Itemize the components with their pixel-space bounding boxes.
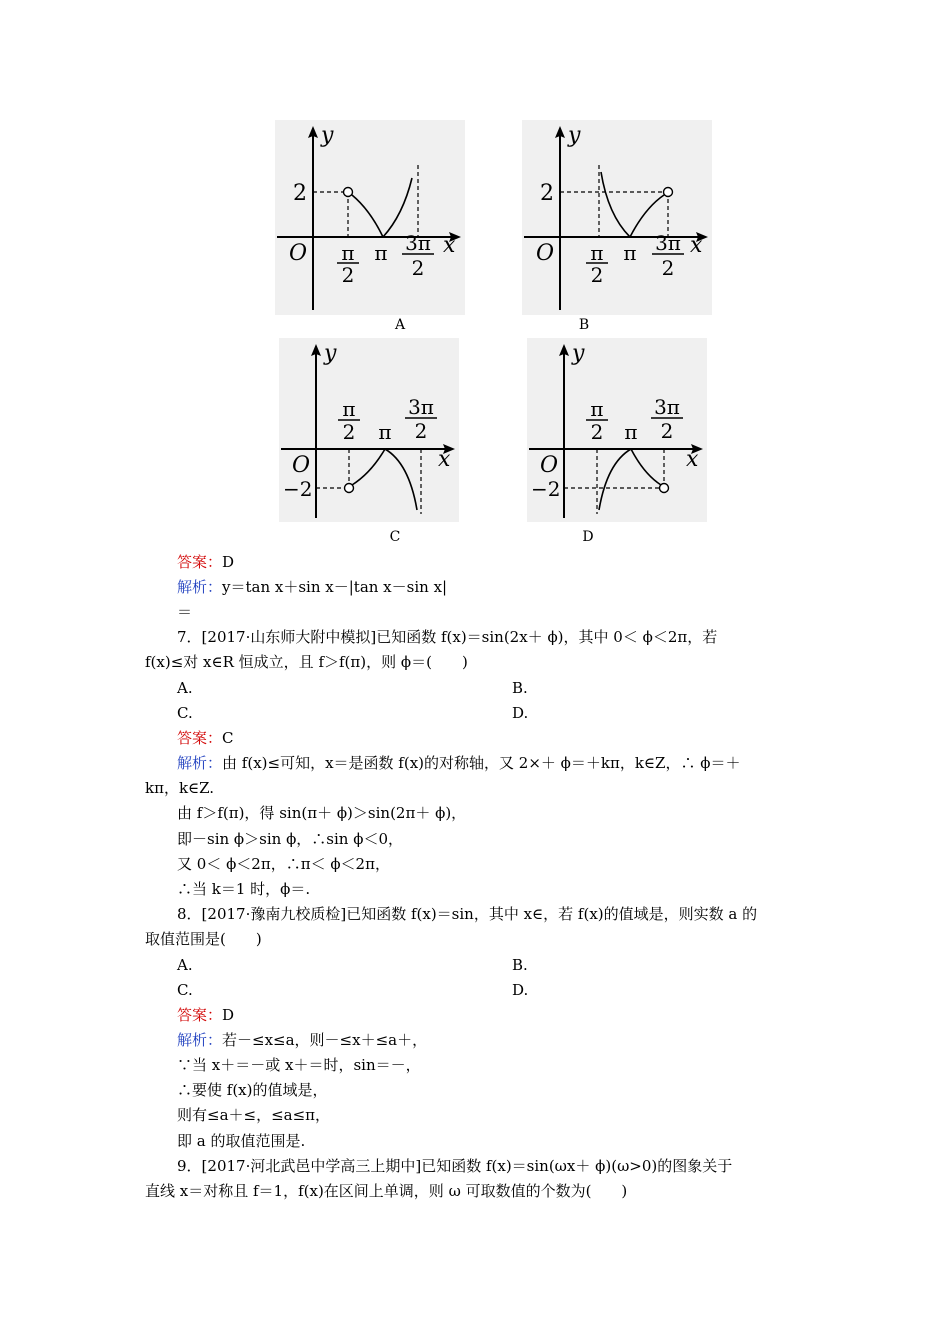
- y-tick-label: −2: [283, 477, 313, 501]
- q8-option-a: A.: [177, 956, 193, 974]
- plot-background: [522, 120, 712, 315]
- graph-c-plot: [279, 338, 459, 522]
- y-tick-label: 2: [293, 181, 307, 206]
- x-tick-denominator: 2: [342, 420, 356, 444]
- open-point: [344, 188, 353, 197]
- x-tick-numerator: 3π: [654, 395, 680, 419]
- analysis-label: 解析：: [177, 578, 223, 596]
- q7-analysis-4: 即－sin ϕ＞sin ϕ，∴sin ϕ＜0，: [177, 830, 403, 848]
- answer-label: 答案：: [177, 729, 223, 747]
- graph-b-caption: B: [578, 317, 590, 333]
- graph-d: [527, 338, 707, 522]
- analysis-label: 解析：: [177, 1031, 223, 1049]
- graph-d-plot: [527, 338, 707, 522]
- x-tick-denominator: 2: [414, 419, 428, 443]
- analysis-text: y＝tan x＋sin x－|tan x－sin x|: [222, 578, 448, 596]
- answer-value: D: [222, 553, 235, 571]
- graph-b-plot: [522, 120, 712, 315]
- open-point: [664, 188, 673, 197]
- q7-analysis-2: kπ，k∈Z.: [145, 779, 215, 797]
- open-point: [345, 484, 354, 493]
- graph-c: [279, 338, 459, 522]
- origin-label: O: [536, 241, 555, 266]
- q7-stem-line-1: 7．[2017·山东师大附中模拟]已知函数 f(x)＝sin(2x＋ ϕ)，其中 0＜ ϕ＜2π，若: [177, 628, 718, 646]
- q7-option-a: A.: [177, 679, 193, 697]
- q7-analysis-5: 又 0＜ ϕ＜2π，∴π＜ ϕ＜2π，: [177, 855, 390, 873]
- q8-answer: [177, 1005, 234, 1025]
- q8-analysis-2: ∵当 x＋＝－或 x＋＝时，sin＝－，: [177, 1056, 421, 1074]
- x-tick-numerator: 3π: [405, 231, 431, 255]
- x-tick-denominator: 2: [590, 263, 604, 287]
- answer-label: 答案：: [177, 1006, 223, 1024]
- origin-label: O: [292, 453, 311, 478]
- q6-answer: [177, 552, 234, 572]
- x-tick-numerator: π: [341, 241, 355, 265]
- origin-label: O: [289, 241, 308, 266]
- plot-background: [275, 120, 465, 315]
- q8-option-c: C.: [177, 981, 193, 999]
- x-tick-label: π: [378, 420, 392, 444]
- origin-label: O: [540, 453, 559, 478]
- q7-answer: [177, 728, 234, 748]
- q6-analysis-cont: ＝: [177, 603, 193, 621]
- x-tick-numerator: 3π: [655, 231, 681, 255]
- q7-option-b: B.: [512, 679, 528, 697]
- q9-stem-line-1: 9．[2017·河北武邑中学高三上期中]已知函数 f(x)＝sin(ωx＋ ϕ)(ω>0)的图象关于: [177, 1157, 733, 1175]
- analysis-text: 若－≤x≤a，则－≤x＋≤a＋，: [222, 1031, 428, 1049]
- q7-analysis-6: ∴当 k＝1 时，ϕ＝.: [177, 880, 311, 898]
- x-axis-label: x: [438, 447, 451, 472]
- graph-c-caption: C: [389, 529, 401, 545]
- q7-option-d: D.: [512, 704, 529, 722]
- q7-analysis-3: 由 f＞f(π)，得 sin(π＋ ϕ)＞sin(2π＋ ϕ)，: [177, 804, 467, 822]
- y-tick-label: 2: [540, 181, 554, 206]
- analysis-text: 由 f(x)≤可知，x＝是函数 f(x)的对称轴，又 2×＋ ϕ＝＋kπ，k∈Z，∴ ϕ＝＋: [222, 754, 741, 772]
- x-tick-label: π: [374, 241, 388, 265]
- answer-value: D: [222, 1006, 235, 1024]
- x-axis-label: x: [686, 447, 699, 472]
- open-point: [660, 484, 669, 493]
- q8-analysis-4: 则有≤a＋≤，≤a≤π，: [177, 1106, 331, 1124]
- q7-option-c: C.: [177, 704, 193, 722]
- x-axis-label: x: [443, 233, 456, 258]
- q8-stem-line-2: 取值范围是( ): [145, 930, 262, 948]
- q6-analysis: [177, 577, 447, 597]
- x-tick-denominator: 2: [341, 263, 355, 287]
- answer-value: C: [222, 729, 234, 747]
- answer-label: 答案：: [177, 553, 223, 571]
- x-tick-denominator: 2: [660, 419, 674, 443]
- q8-analysis-5: 即 a 的取值范围是.: [177, 1132, 306, 1150]
- q8-stem-line-1: 8．[2017·豫南九校质检]已知函数 f(x)＝sin，其中 x∈，若 f(x)的值域是，则实数 a 的: [177, 905, 758, 923]
- q8-option-d: D.: [512, 981, 529, 999]
- x-tick-denominator: 2: [590, 420, 604, 444]
- q7-analysis-1: [177, 753, 740, 773]
- q8-analysis-3: ∴要使 f(x)的值域是，: [177, 1081, 328, 1099]
- y-tick-label: −2: [531, 477, 561, 501]
- graph-d-caption: D: [582, 529, 594, 545]
- x-tick-denominator: 2: [661, 256, 675, 280]
- graph-a-caption: A: [394, 317, 406, 333]
- x-tick-label: π: [624, 420, 638, 444]
- x-tick-numerator: π: [590, 397, 604, 421]
- x-tick-label: π: [623, 241, 637, 265]
- graph-a: [275, 120, 465, 315]
- analysis-label: 解析：: [177, 754, 223, 772]
- y-axis-label: y: [572, 341, 585, 366]
- graph-a-plot: [275, 120, 465, 315]
- graph-b: [522, 120, 712, 315]
- x-tick-numerator: π: [590, 241, 604, 265]
- q8-option-b: B.: [512, 956, 528, 974]
- y-axis-label: y: [324, 341, 337, 366]
- y-axis-label: y: [321, 123, 334, 148]
- x-axis-label: x: [690, 233, 703, 258]
- y-axis-label: y: [568, 123, 581, 148]
- x-tick-denominator: 2: [411, 256, 425, 280]
- q8-analysis-1: [177, 1030, 427, 1050]
- q7-stem-line-2: f(x)≤对 x∈R 恒成立，且 f＞f(π)，则 ϕ＝( ): [145, 653, 468, 671]
- x-tick-numerator: π: [342, 397, 356, 421]
- x-tick-numerator: 3π: [408, 395, 434, 419]
- q9-stem-line-2: 直线 x＝对称且 f＝1，f(x)在区间上单调，则 ω 可取数值的个数为( ): [145, 1182, 628, 1200]
